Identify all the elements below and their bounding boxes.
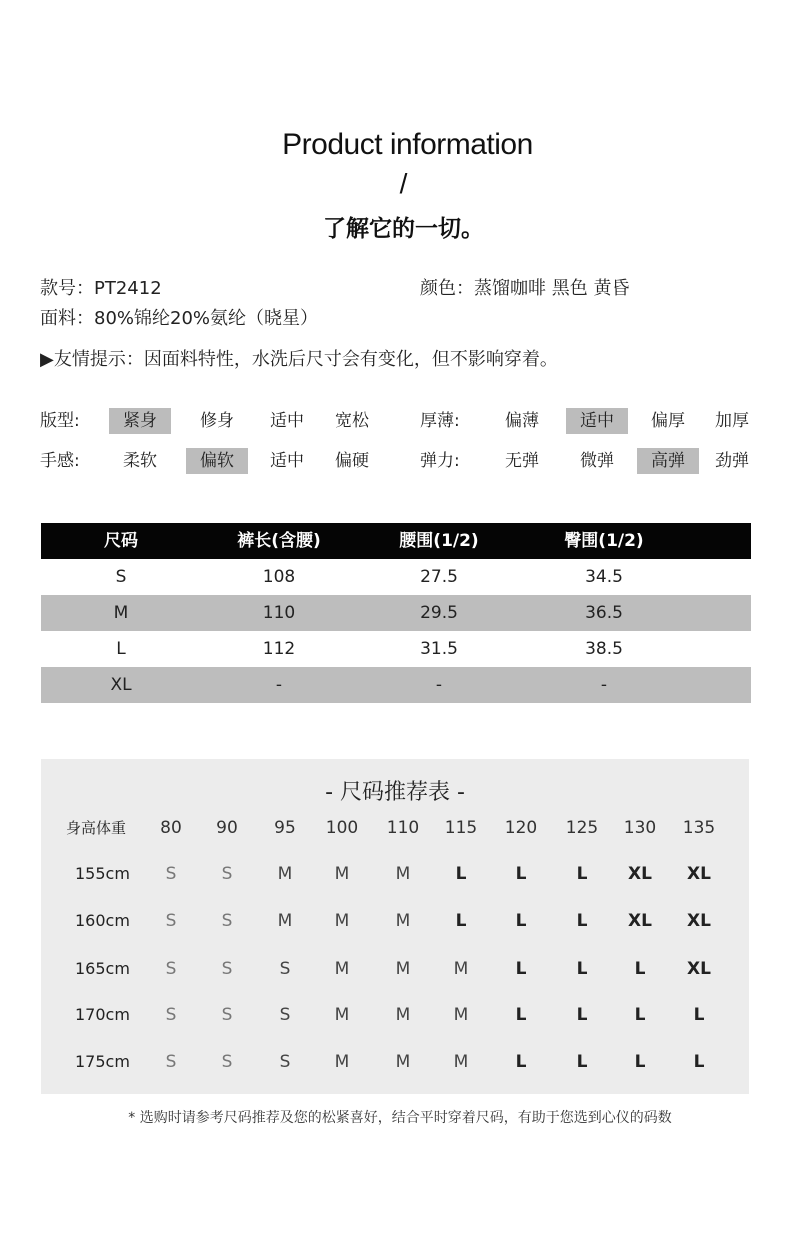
recommended-size: L [576,1052,588,1072]
recommended-size: XL [628,911,652,931]
care-tip: ▶友情提示：因面料特性，水洗后尺寸会有变化，但不影响穿着。 [40,349,558,370]
recommended-size: XL [687,959,711,979]
weight-header: 90 [216,818,238,838]
thickness-option: 偏厚 [651,411,685,431]
weight-header: 100 [325,818,359,838]
recommended-size: M [334,1005,350,1025]
feel-option: 适中 [270,451,304,471]
waist-cell: 27.5 [420,567,458,587]
recommended-size: L [634,1005,646,1025]
recommended-size: S [165,911,177,931]
feel-option: 偏软 [186,448,248,474]
length-cell: 108 [262,567,296,587]
recommended-size: XL [628,864,652,884]
recommended-size: L [576,911,588,931]
recommended-size: L [634,1052,646,1072]
feel-option: 柔软 [123,451,157,471]
fabric-composition: 面料：80%锦纶20%氨纶（晓星） [40,308,319,329]
thickness-option: 加厚 [715,411,749,431]
thickness-option: 适中 [566,408,628,434]
recommended-size: L [515,1005,527,1025]
table-row [41,631,751,667]
size-cell: S [115,567,127,587]
header-cell: 裤长(含腰) [237,531,321,551]
recommended-size: S [165,959,177,979]
weight-header: 115 [444,818,478,838]
table-row [41,667,751,703]
fit-option: 适中 [270,411,304,431]
hip-cell: 34.5 [585,567,623,587]
feel-label: 手感: [40,451,80,471]
recommended-size: M [395,864,411,884]
recommended-size: M [395,959,411,979]
elasticity-option: 高弹 [637,448,699,474]
header-cell: 尺码 [104,531,138,551]
fit-option: 宽松 [335,411,369,431]
recommendation-corner-label: 身高体重 [66,819,127,837]
waist-cell: 31.5 [420,639,458,659]
size-table-header [41,523,751,559]
recommended-size: S [165,1052,177,1072]
recommended-size: S [221,911,233,931]
weight-header: 120 [504,818,538,838]
size-cell: XL [110,675,132,695]
recommended-size: L [576,1005,588,1025]
recommended-size: M [334,959,350,979]
recommended-size: M [334,864,350,884]
recommended-size: S [165,1005,177,1025]
hip-cell: 38.5 [585,639,623,659]
recommended-size: L [576,864,588,884]
height-label: 170cm [75,1005,130,1024]
height-label: 155cm [75,864,130,883]
feel-option: 偏硬 [335,451,369,471]
elasticity-label: 弹力: [420,451,460,471]
weight-header: 125 [565,818,599,838]
footnote: * 选购时请参考尺码推荐及您的松紧喜好，结合平时穿着尺码，有助于您选到心仪的码数 [128,1110,672,1126]
height-label: 160cm [75,911,130,930]
weight-header: 130 [623,818,657,838]
recommended-size: S [165,864,177,884]
recommended-size: L [634,959,646,979]
size-table [41,523,751,703]
height-label: 165cm [75,959,130,978]
length-cell: 110 [262,603,296,623]
recommended-size: L [693,1005,705,1025]
recommended-size: S [279,1005,291,1025]
elasticity-option: 无弹 [505,451,539,471]
weight-header: 110 [386,818,420,838]
recommended-size: L [455,864,467,884]
recommended-size: S [221,1052,233,1072]
recommended-size: M [277,864,293,884]
recommended-size: S [221,1005,233,1025]
style-number: 款号：PT2412 [40,278,162,299]
weight-header: 80 [160,818,182,838]
thickness-label: 厚薄: [420,411,460,431]
recommended-size: L [455,911,467,931]
recommended-size: M [334,1052,350,1072]
recommended-size: M [334,911,350,931]
recommended-size: L [576,959,588,979]
recommended-size: M [395,911,411,931]
waist-cell: 29.5 [420,603,458,623]
fit-label: 版型: [40,411,80,431]
recommended-size: L [515,1052,527,1072]
recommended-size: M [395,1005,411,1025]
table-row [41,595,751,631]
length-cell: - [275,675,283,695]
recommended-size: M [395,1052,411,1072]
page-subtitle: 了解它的一切。 [323,216,484,242]
recommended-size: M [453,1005,469,1025]
fit-option: 紧身 [109,408,171,434]
recommended-size: L [693,1052,705,1072]
fit-option: 修身 [200,411,234,431]
recommended-size: S [279,1052,291,1072]
weight-header: 135 [682,818,716,838]
page-title: Product information [282,128,533,161]
recommended-size: XL [687,864,711,884]
size-cell: M [113,603,129,623]
recommended-size: L [515,864,527,884]
hip-cell: 36.5 [585,603,623,623]
length-cell: 112 [262,639,296,659]
header-cell: 腰围(1/2) [399,531,479,551]
recommended-size: M [277,911,293,931]
recommended-size: M [453,959,469,979]
recommended-size: L [515,911,527,931]
recommended-size: L [515,959,527,979]
elasticity-option: 微弹 [580,451,614,471]
recommended-size: M [453,1052,469,1072]
elasticity-option: 劲弹 [715,451,749,471]
size-cell: L [116,639,126,659]
title-divider: / [399,168,408,199]
waist-cell: - [435,675,443,695]
recommendation-title: - 尺码推荐表 - [325,780,465,805]
recommended-size: S [279,959,291,979]
height-label: 175cm [75,1052,130,1071]
recommended-size: S [221,864,233,884]
thickness-option: 偏薄 [505,411,539,431]
table-row [41,559,751,595]
color-options: 颜色：蒸馏咖啡 黑色 黄昏 [420,278,630,299]
header-cell: 臀围(1/2) [564,531,644,551]
hip-cell: - [600,675,608,695]
recommended-size: S [221,959,233,979]
weight-header: 95 [274,818,296,838]
recommended-size: XL [687,911,711,931]
